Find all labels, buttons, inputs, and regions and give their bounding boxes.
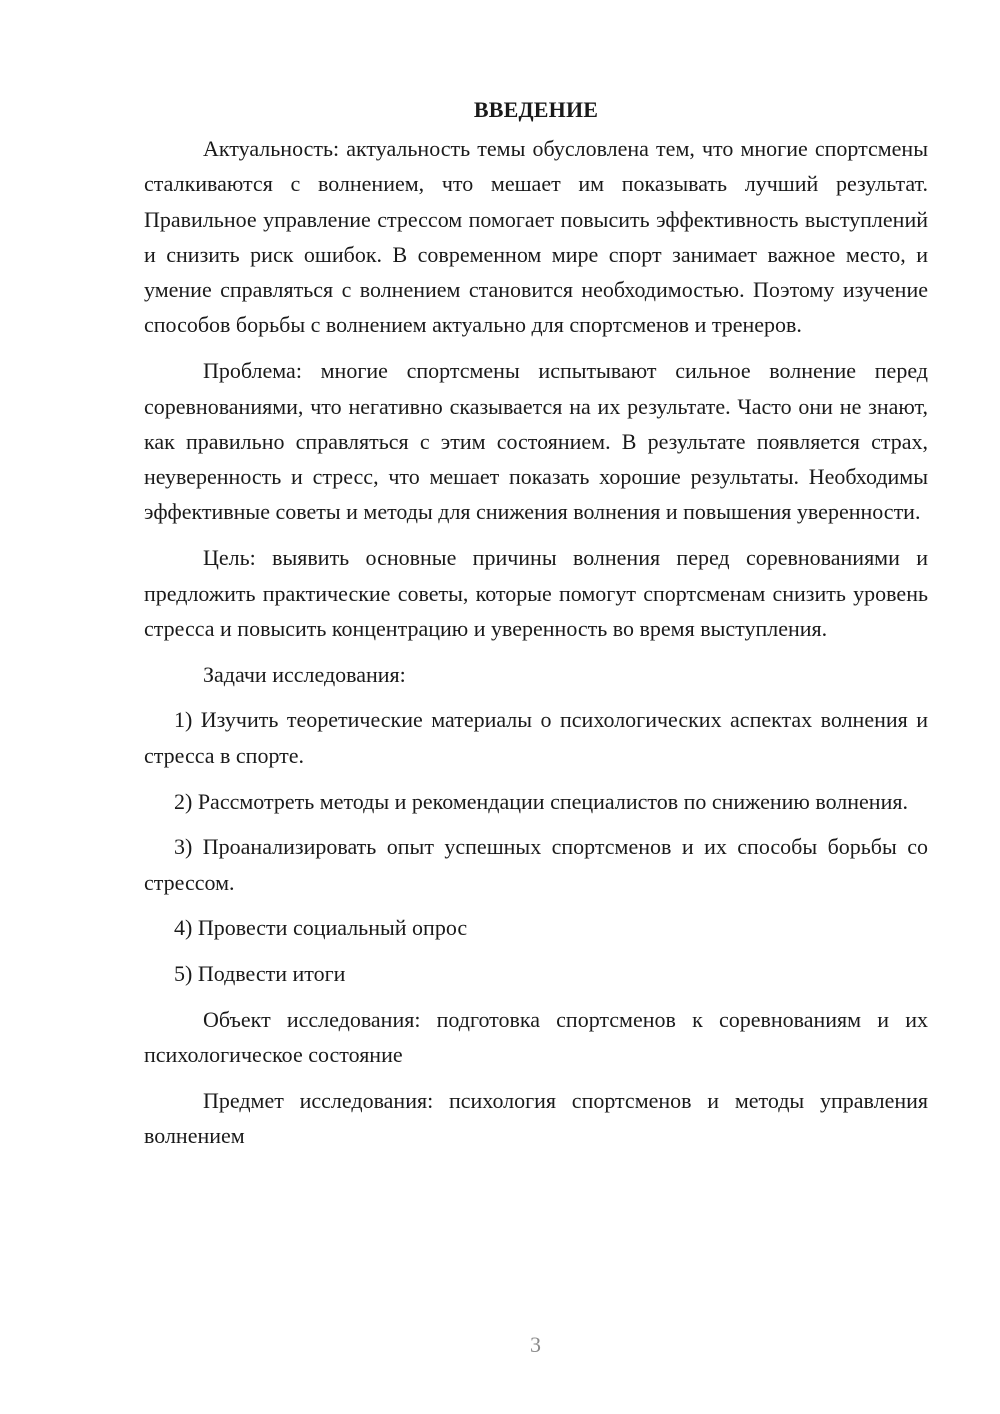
paragraph-object: Объект исследования: подготовка спортсменов к соревнованиям и их психологическое состояние bbox=[144, 1007, 928, 1068]
document-page bbox=[144, 92, 928, 1164]
page-title: ВВЕДЕНИЕ bbox=[473, 97, 599, 122]
task-item-1: 1) Изучить теоретические материалы о психологических аспектах волнения и стресса в спорте. bbox=[144, 707, 928, 768]
paragraph-relevance: Актуальность: актуальность темы обусловлена тем, что многие спортсмены сталкиваются с волнением, что мешает им показывать лучший результат. Правильное управление стрессом помогает повысить эффективность выступлений и снизить риск ошибок. В современном мире спорт занимает важное место, и умение справляться с волнением становится необходимостью. Поэтому изучение способов борьбы с волнением актуально для спортсменов и тренеров. bbox=[144, 136, 928, 338]
task-item-2: 2) Рассмотреть методы и рекомендации специалистов по снижению волнения. bbox=[174, 788, 908, 814]
task-item-4: 4) Провести социальный опрос bbox=[174, 915, 468, 941]
task-item-5: 5) Подвести итоги bbox=[174, 961, 346, 987]
paragraph-goal: Цель: выявить основные причины волнения перед соревнованиями и предложить практические советы, которые помогут спортсменам снизить уровень стресса и повысить концентрацию и уверенность во время выступления. bbox=[144, 545, 928, 641]
page-number: 3 bbox=[530, 1332, 541, 1357]
paragraph-subject: Предмет исследования: психология спортсменов и методы управления волнением bbox=[144, 1088, 928, 1149]
task-item-3: 3) Проанализировать опыт успешных спортсменов и их способы борьбы со стрессом. bbox=[144, 834, 928, 895]
paragraph-problem: Проблема: многие спортсмены испытывают сильное волнение перед соревнованиями, что негативно сказывается на их результате. Часто они не знают, как правильно справляться с этим состоянием. В результате появляется страх, неуверенность и стресс, что мешает показать хорошие результаты. Необходимы эффективные советы и методы для снижения волнения и повышения уверенности. bbox=[144, 358, 928, 525]
tasks-heading: Задачи исследования: bbox=[203, 661, 406, 687]
